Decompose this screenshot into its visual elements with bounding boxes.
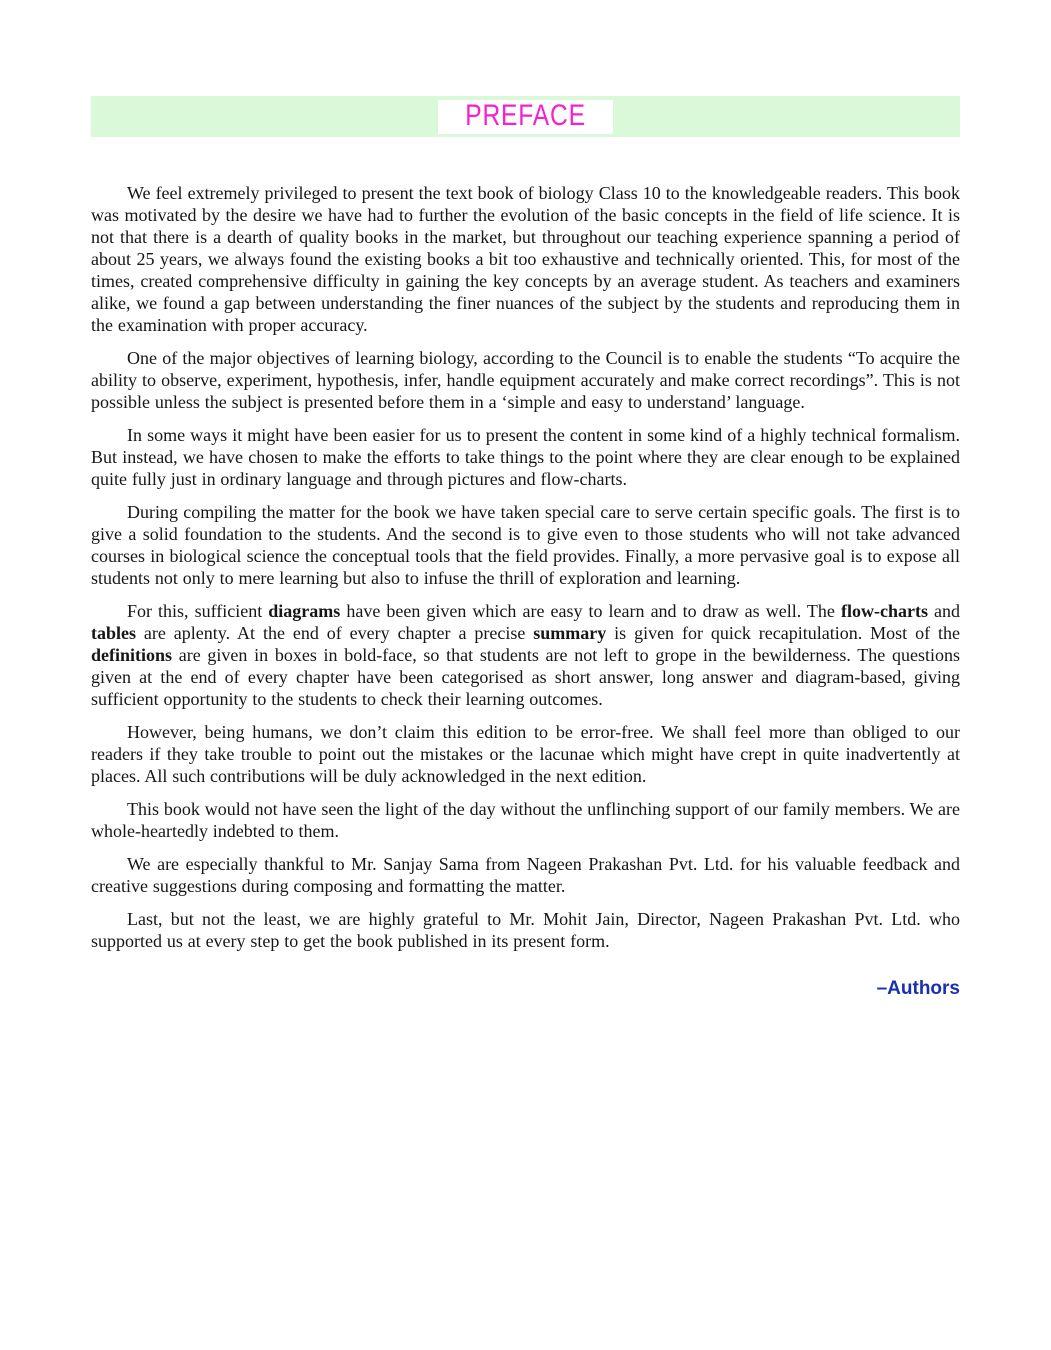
authors-signature: –Authors [876,978,960,999]
paragraph: We are especially thankful to Mr. Sanjay Sama from Nageen Prakashan Pvt. Ltd. for his valuable feedback and creative suggestions during composing and formatting the matter. [91,854,960,896]
preface-title-box [438,100,613,134]
paragraph: We feel extremely privileged to present the text book of biology Class 10 to the knowledgeable readers. This book was motivated by the desire we have had to further the evolution of the basic concepts in the field of life science. It is not that there is a dearth of quality books in the market, but throughout our teaching experience spanning a period of about 25 years, we always found the existing books a bit too exhaustive and technically oriented. This, for most of the times, created comprehensive difficulty in gaining the key concepts by an average student. As teachers and examiners alike, we found a gap between understanding the finer nuances of the subject by the students and reproducing them in the examination with proper accuracy. [91,183,960,335]
paragraph: This book would not have seen the light of the day without the unflinching support of our family members. We are whole-heartedly indebted to them. [91,799,960,841]
preface-body [91,182,960,1000]
paragraph: However, being humans, we don’t claim this edition to be error-free. We shall feel more than obliged to our readers if they take trouble to point out the mistakes or the lacunae which might have crept in quite inadvertently at places. All such contributions will be duly acknowledged in the next edition. [91,722,960,786]
paragraph: During compiling the matter for the book we have taken special care to serve certain specific goals. The first is to give a solid foundation to the students. And the second is to give even to those students who will not take advanced courses in biological science the conceptual tools that the field provides. Finally, a more pervasive goal is to expose all students not only to mere learning but also to infuse the thrill of exploration and learning. [91,502,960,588]
page-title: PREFACE [465,98,586,132]
paragraph: In some ways it might have been easier for us to present the content in some kind of a highly technical formalism. But instead, we have chosen to make the efforts to take things to the point where they are clear enough to be explained quite fully just in ordinary language and through pictures and flow-charts. [91,425,960,489]
paragraph: Last, but not the least, we are highly grateful to Mr. Mohit Jain, Director, Nageen Prakashan Pvt. Ltd. who supported us at every step to get the book published in its present form. [91,909,960,951]
paragraph: One of the major objectives of learning biology, according to the Council is to enable the students “To acquire the ability to observe, experiment, hypothesis, infer, handle equipment accurately and make correct recordings”. This is not possible unless the subject is presented before them in a ‘simple and easy to understand’ language. [91,348,960,412]
preface-banner [91,96,960,137]
paragraph: For this, sufficient diagrams have been given which are easy to learn and to draw as well. The flow-charts and tables are aplenty. At the end of every chapter a precise summary is given for quick recapitulation. Most of the definitions are given in boxes in bold-face, so that students are not left to grope in the bewilderness. The questions given at the end of every chapter have been categorised as short answer, long answer and diagram-based, giving sufficient opportunity to the students to check their learning outcomes. [91,601,960,709]
